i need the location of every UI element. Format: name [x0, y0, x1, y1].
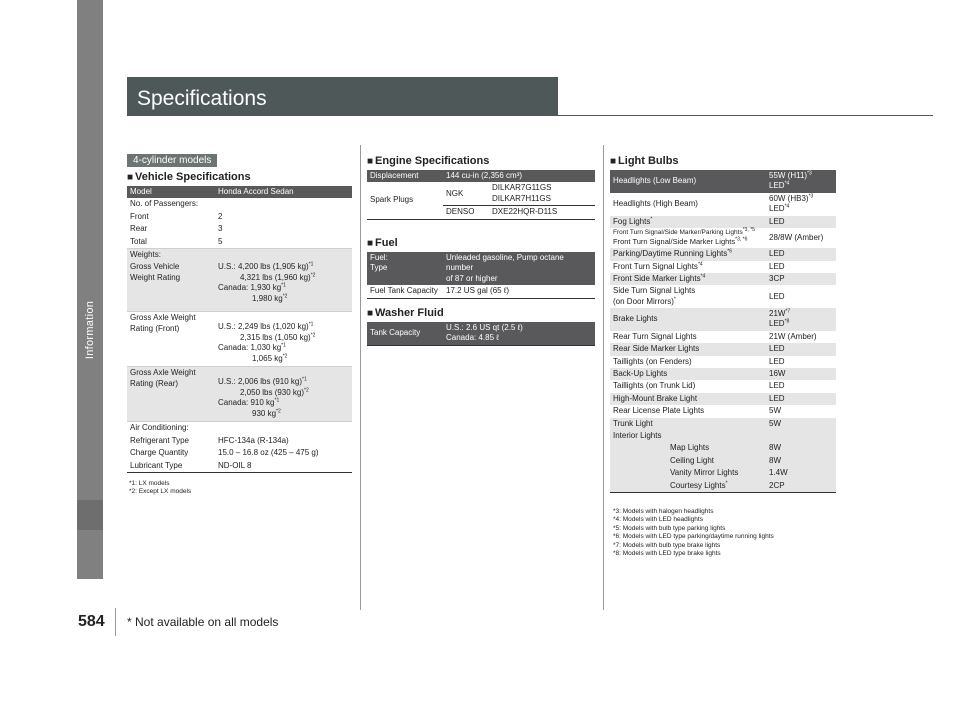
- fuel-heading: ■ Fuel: [367, 237, 398, 249]
- availability-footnote: * Not available on all models: [127, 615, 279, 629]
- footnote-line: *5: Models with bulb type parking lights: [613, 524, 726, 532]
- bulb-name: Headlights (Low Beam): [610, 170, 766, 193]
- column-divider: [603, 145, 604, 610]
- light-bulb-footnotes: [613, 508, 774, 559]
- footer-divider: [115, 608, 116, 636]
- sidebar-marker: [77, 500, 103, 530]
- footnote-line: *3: Models with halogen headlights: [613, 508, 714, 515]
- vehicle-footnotes: *1: LX models *2: Except LX models: [129, 480, 192, 496]
- fuel-table: Fuel: Type Unleaded gasoline, Pump octane number of 87 or higher Fuel Tank Capacity 17.2 US gal (65 ℓ): [367, 252, 595, 299]
- washer-table: Tank Capacity U.S.: 2.6 US qt (2.5 ℓ) Canada: 4.85 ℓ: [367, 322, 595, 346]
- washer-heading: ■ Washer Fluid: [367, 307, 444, 319]
- title-bar: [127, 77, 558, 116]
- engine-spec-table: Displacement 144 cu-in (2,356 cm³) Spark Plugs NGK DILKAR7G11GS DILKAR7H11GS DENSO DXE22HQR-D11S: [367, 170, 595, 220]
- light-bulbs-table: Headlights (Low Beam) 55W $(H11)^{*3}$ LED$^{*4}$ Headlights (High Beam) 60W $(HB3)^{*3}$ LED$^{*4}$ Fog Lights* LED Front Turn Signal/Side Marker/Parking Lights$^{*3, *5}$ Front Turn Signal/Side Marker Lights$^{*3, *6}$ 28/8W (Amber) Parking/Daytime Running Lights$^{*6}$ LED Front Turn Signal Lights$^{*4}$ LED Front Side Marker Lights$^{*4}$ 3CP Side Turn Signal Lights (on Door Mirrors)* LED Brake Lights $21W^{*7}$ LED$^{*8}$ Rear Turn Signal Lights 21W (Amber) Rear Side Marker Lights LED Taillights (on Fenders) LED Back-Up Lights 16W Taillights (on Trunk Lid) LED High-Mount Brake Light LED Rear License Plate Lights 5W Trunk Light 5W Interior Lights Map Lights 8W Ceiling Light 8W Vanity Mirror Lights 1.4W Courtesy Lights* 2CP: [610, 170, 836, 493]
- footnote-line: *6: Models with LED type parking/daytime running lights: [613, 533, 774, 541]
- sidebar-label: Information: [84, 300, 96, 360]
- vehicle-spec-table: Model Honda Accord Sedan No. of Passengers: Front 2 Rear 3 Total 5 Weights: Gross Vehicle Weight Rating U.S.: 4,200 lbs (1,905 kg)$^{*1}$ 4,321 lbs (1,960 kg)$^{*2}$ Canada: 1,930 $kg^{*1}$ 1,980 $kg^{*2}$ Gross Axle Weight Rating (Front) U.S.: 2,249 lbs (1,020 kg)$^{*1}$ 2,315 lbs (1,050 kg)$^{*2}$ Canada: 1,030 $kg^{*1}$ 1,065 $kg^{*2}$ Gross Axle Weight Rating (Rear) U.S.: 2,006 lbs (910 kg)$^{*1}$ 2,050 lbs (930 kg)$^{*2}$ Canada: 910 $kg^{*1}$ 930 $kg^{*2}$ Air Conditioning: Refrigerant Type HFC-134a (R-134a) Charge Quantity 15.0 – 16.8 oz (425 – 475 g) Lubricant Type ND-OIL 8: [127, 186, 352, 473]
- footnote-line: *8: Models with LED type brake lights: [613, 550, 721, 558]
- page-title: Specifications: [137, 87, 267, 110]
- title-rule: [127, 115, 933, 116]
- column-divider: [360, 145, 361, 610]
- vehicle-spec-heading: ■ Vehicle Specifications: [127, 171, 251, 183]
- light-bulbs-heading: ■ Light Bulbs: [610, 155, 679, 167]
- footnote-line: *7: Models with bulb type brake lights: [613, 541, 721, 549]
- page-number: 584: [78, 613, 105, 630]
- bulb-value: 55W $(H11)^{*3}$ LED$^{*4}$: [766, 170, 836, 193]
- footnote-line: *4: Models with LED headlights: [613, 516, 703, 524]
- engine-badge: 4-cylinder models: [127, 154, 217, 167]
- engine-spec-heading: ■ Engine Specifications: [367, 155, 490, 167]
